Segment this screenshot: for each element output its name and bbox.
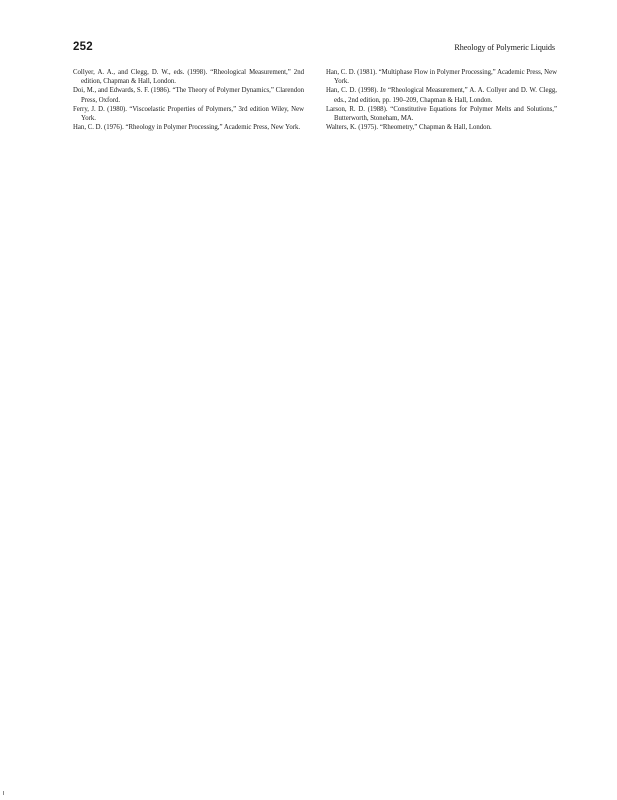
reference-italic-text: In: [380, 87, 386, 95]
reference-entry: [326, 86, 557, 104]
page-number: 252: [73, 41, 93, 53]
reference-text: “Rheological Measurement,” A. A. Collyer and D. W. Clegg, eds., 2nd edition, pp. 190–209, Chapman & Hall, London.: [334, 87, 558, 104]
running-head: Rheology of Polymeric Liquids: [454, 43, 555, 52]
reference-entry: Larson, R. D. (1988). “Constitutive Equations for Polymer Melts and Solutions,” Butterworth, Stoneham, MA.: [326, 105, 557, 123]
reference-entry: Walters, K. (1975). “Rheometry,” Chapman & Hall, London.: [326, 124, 492, 132]
references-right-column: [326, 68, 557, 132]
reference-entry: Han, C. D. (1981). “Multiphase Flow in Polymer Processing,” Academic Press, New York.: [326, 69, 557, 86]
reference-entry: Han, C. D. (1976). “Rheology in Polymer Processing,” Academic Press, New York.: [73, 124, 301, 132]
scan-edge-mark: [3, 791, 4, 795]
reference-entry: Ferry, J. D. (1980). “Viscoelastic Properties of Polymers,” 3rd edition Wiley, New York.: [73, 105, 304, 123]
references-left-column: [73, 68, 304, 132]
reference-entry: Collyer, A. A., and Clegg, D. W., eds. (1998). “Rheological Measurement,” 2nd edition, Chapman & Hall, London.: [73, 69, 304, 86]
reference-entry: Doi, M., and Edwards, S. F. (1986). “The Theory of Polymer Dynamics,” Clarendon Press, Oxford.: [73, 87, 304, 104]
reference-text: Han, C. D. (1998).: [326, 87, 381, 95]
